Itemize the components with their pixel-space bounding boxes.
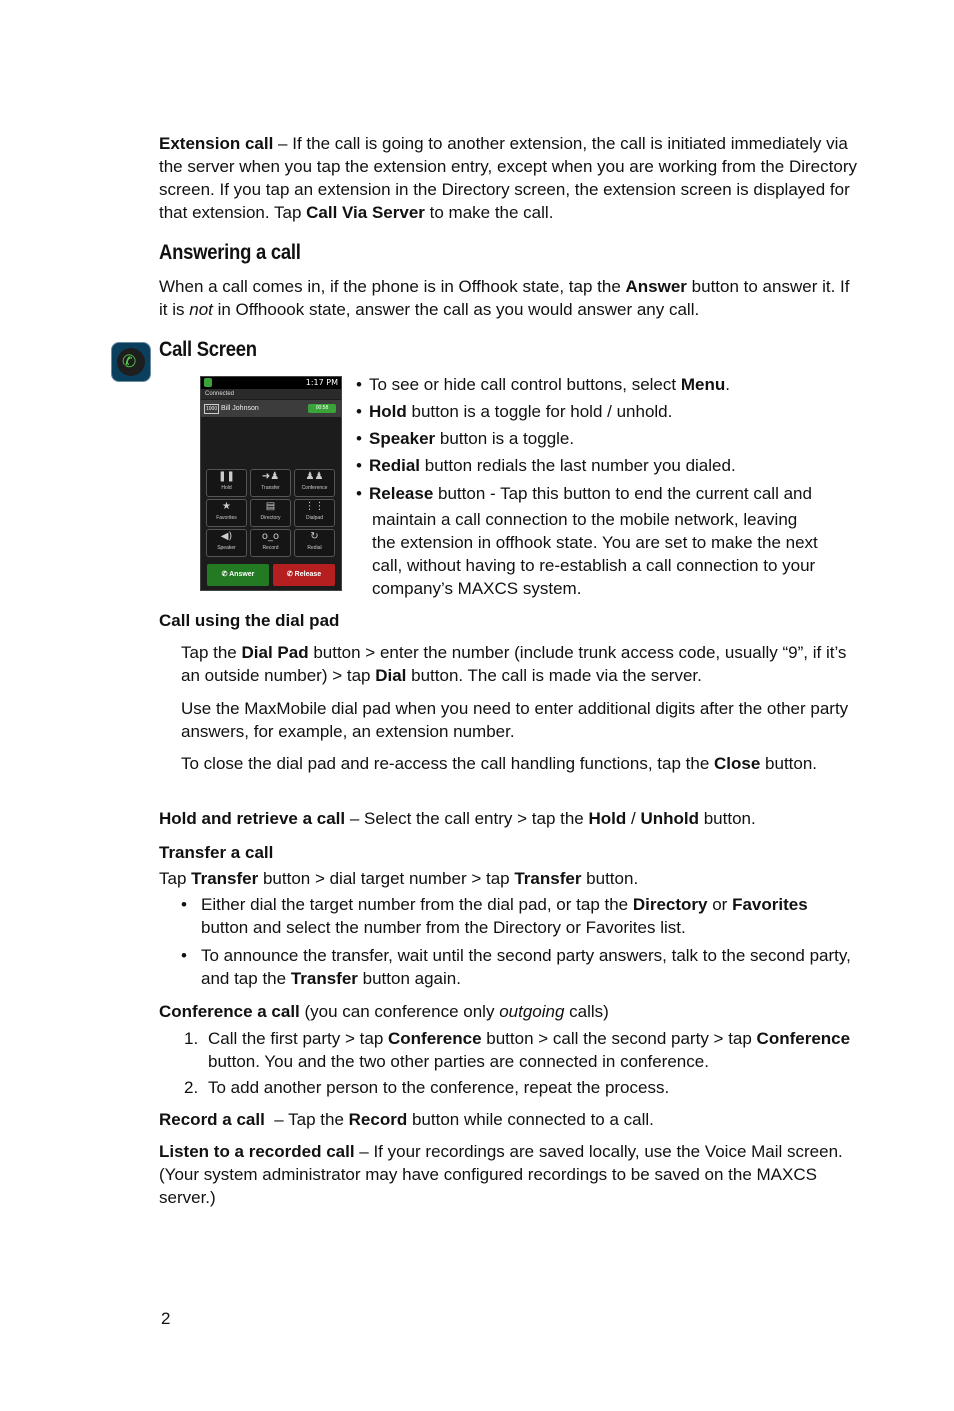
text: button again.	[357, 969, 461, 988]
text: button > enter the number (include trunk access code, usually “9”, if it’s an outside number) > tap	[181, 643, 847, 685]
caller-row[interactable]	[201, 400, 341, 417]
bullet: •	[181, 895, 187, 914]
release-description	[372, 508, 862, 600]
text: button while connected to a call.	[407, 1110, 654, 1129]
text: Either dial the target number from the dial pad, or tap the	[201, 895, 633, 914]
dial-term: Dial	[375, 666, 407, 685]
record-call-term: Record a call	[159, 1110, 270, 1129]
dialpad-paragraph-2: Use the MaxMobile dial pad when you need to enter additional digits after the other party answers, for example, an extension number.	[181, 699, 849, 741]
list-item	[358, 482, 858, 505]
list-item	[181, 893, 856, 939]
directory-button[interactable]	[250, 499, 291, 527]
list-item	[181, 944, 856, 990]
text: – Tap the	[269, 1110, 349, 1129]
text: – Select the call entry > tap the	[345, 809, 589, 828]
conference-term: Conference	[388, 1029, 482, 1048]
outgoing-term: outgoing	[499, 1002, 565, 1021]
text: in Offhoook state, answer the call as you would answer any call.	[212, 300, 700, 319]
text: button > dial target number > tap	[258, 869, 515, 888]
status-bar	[201, 377, 341, 389]
dialpad-heading: Call using the dial pad	[159, 611, 340, 630]
hold-term: Hold	[588, 809, 627, 828]
list-item	[184, 1076, 856, 1099]
pause-icon: ❚❚	[218, 471, 235, 482]
directory-icon: ▤	[265, 501, 276, 512]
text: To see or hide call control buttons, select	[369, 375, 681, 394]
button-label: Redial	[307, 545, 322, 551]
status-time: 1:17 PM	[305, 378, 338, 387]
button-label: Favorites	[216, 515, 237, 521]
bullet: •	[356, 484, 362, 503]
button-label: Directory	[260, 515, 281, 521]
transfer-term: Transfer	[290, 969, 358, 988]
unhold-term: Unhold	[640, 809, 699, 828]
release-label: Release	[294, 571, 322, 578]
extension-call-term: Extension call	[159, 134, 274, 153]
answering-paragraph	[159, 275, 859, 321]
dialpad-paragraph-1	[181, 641, 861, 687]
text-line: maintain a call connection to the mobile network, leaving	[372, 510, 798, 529]
text: button. You and the two other parties are connected in conference.	[208, 1052, 709, 1071]
text: button is a toggle for hold / unhold.	[406, 402, 673, 421]
text: button.	[698, 809, 756, 828]
list-item	[184, 1027, 856, 1073]
text: Tap	[159, 869, 192, 888]
conference-steps	[184, 1027, 856, 1099]
list-item	[358, 373, 858, 396]
bullet: •	[181, 946, 187, 965]
term: Menu	[680, 375, 726, 394]
answering-heading: Answering a call	[159, 241, 301, 264]
text: To announce the transfer, wait until the second party answers, talk to the second party, and tap the	[201, 946, 851, 988]
button-label: Record	[262, 545, 279, 551]
record-term: Record	[348, 1110, 408, 1129]
transfer-term: Transfer	[514, 869, 582, 888]
extension-badge: 1000	[206, 406, 218, 412]
step-number: 2.	[184, 1078, 199, 1097]
redial-button[interactable]	[294, 529, 335, 557]
conference-paragraph	[159, 1000, 859, 1023]
text: calls)	[564, 1002, 609, 1021]
button-label: Dialpad	[306, 515, 323, 521]
term: Speaker	[369, 429, 436, 448]
record-paragraph	[159, 1108, 859, 1131]
button-label: Transfer	[261, 485, 280, 491]
text: button. The call is made via the server.	[406, 666, 702, 685]
answer-icon: ✆	[221, 571, 230, 578]
text: to make the call.	[424, 203, 554, 222]
voicemail-icon: o_o	[261, 531, 280, 542]
directory-term: Directory	[632, 895, 708, 914]
text: button to answer it. If it is	[159, 277, 850, 319]
dialpad-button[interactable]	[294, 499, 335, 527]
caller-name: Bill Johnson	[221, 405, 259, 412]
list-item	[358, 400, 858, 423]
record-button[interactable]	[250, 529, 291, 557]
button-label: Hold	[221, 485, 232, 491]
hold-button[interactable]	[206, 469, 247, 497]
conference-term: Conference	[756, 1029, 851, 1048]
term: Redial	[369, 456, 421, 475]
hold-retrieve-term: Hold and retrieve a call	[159, 809, 346, 828]
call-via-server-term: Call Via Server	[306, 203, 425, 222]
conference-button[interactable]	[294, 469, 335, 497]
answer-button[interactable]	[207, 564, 269, 586]
text: To add another person to the conference, repeat the process.	[208, 1078, 670, 1097]
text: button > call the second party > tap	[481, 1029, 757, 1048]
bullet: •	[356, 429, 362, 448]
text-line: the extension in offhook state. You are set to make the next	[372, 533, 818, 552]
hold-paragraph	[159, 807, 859, 830]
text: button and select the number from the Directory or Favorites list.	[201, 918, 686, 937]
text: button is a toggle.	[435, 429, 575, 448]
connected-label: Connected	[201, 389, 341, 399]
transfer-button[interactable]	[250, 469, 291, 497]
bullet: •	[356, 402, 362, 421]
list-item	[358, 427, 858, 450]
close-term: Close	[714, 754, 761, 773]
page-number: 2	[161, 1309, 171, 1328]
term: Hold	[369, 402, 407, 421]
release-button[interactable]	[273, 564, 335, 586]
term: Release	[369, 484, 434, 503]
step-number: 1.	[184, 1029, 199, 1048]
text: or	[707, 895, 733, 914]
text: (you can conference only	[299, 1002, 500, 1021]
text-line: company’s MAXCS system.	[372, 579, 582, 598]
transfer-paragraph	[159, 867, 859, 890]
bullet: •	[356, 456, 362, 475]
text: – If your recordings are saved locally, use the Voice Mail screen. (Your system administrator may have configured recordings to be saved on the MAXCS server.)	[159, 1142, 843, 1207]
call-screen-icon	[111, 342, 151, 382]
not-term: not	[189, 300, 213, 319]
favorites-button[interactable]	[206, 499, 247, 527]
listen-term: Listen to a recorded call	[159, 1142, 355, 1161]
transfer-heading: Transfer a call	[159, 843, 274, 862]
text: button.	[760, 754, 818, 773]
text: /	[626, 809, 641, 828]
text: Tap the	[181, 643, 242, 662]
answer-term: Answer	[625, 277, 687, 296]
text: button redials the last number you dialed.	[420, 456, 736, 475]
group-icon: ♟♟	[305, 471, 324, 482]
call-screen-bullets	[358, 373, 858, 505]
text-line: call, without having to re-establish a call connection to your	[372, 556, 816, 575]
text: When a call comes in, if the phone is in Offhook state, tap the	[159, 277, 626, 296]
phone-handset-icon: ✆	[122, 352, 137, 372]
hangup-icon: ✆	[286, 571, 295, 578]
answer-label: Answer	[229, 571, 255, 578]
dialpad-paragraph-3	[181, 752, 861, 775]
speaker-icon: ◀)	[220, 531, 233, 542]
call-screen-heading: Call Screen	[159, 338, 257, 361]
app-icon	[204, 378, 212, 387]
star-icon: ★	[222, 501, 231, 512]
text: .	[725, 375, 730, 394]
list-item	[358, 454, 858, 477]
text: button.	[581, 869, 639, 888]
redial-icon: ↻	[310, 531, 319, 542]
transfer-bullets	[181, 893, 856, 990]
conference-term: Conference a call	[159, 1002, 300, 1021]
dialpad-icon: ⋮⋮	[304, 501, 325, 512]
text: – If the call is going to another extension, the call is initiated immediately via the server when you tap the extension entry, except when you are working from the Directory screen. If you tap an extension in the Directory screen, the extension screen is displayed for that extension. Tap	[159, 134, 857, 222]
call-timer: 00:58	[308, 404, 336, 413]
text: button - Tap this button to end the current call and	[433, 484, 812, 503]
listen-paragraph	[159, 1140, 849, 1209]
phone-screenshot	[200, 376, 342, 591]
favorites-term: Favorites	[732, 895, 808, 914]
text: To close the dial pad and re-access the call handling functions, tap the	[181, 754, 715, 773]
transfer-icon: ➜♟	[261, 471, 280, 482]
extension-call-paragraph	[159, 132, 859, 224]
speaker-button[interactable]	[206, 529, 247, 557]
bullet: •	[356, 375, 362, 394]
transfer-term: Transfer	[191, 869, 259, 888]
text: Call the first party > tap	[208, 1029, 388, 1048]
button-label: Speaker	[217, 545, 236, 551]
dial-pad-term: Dial Pad	[241, 643, 309, 662]
button-label: Conference	[301, 485, 328, 491]
